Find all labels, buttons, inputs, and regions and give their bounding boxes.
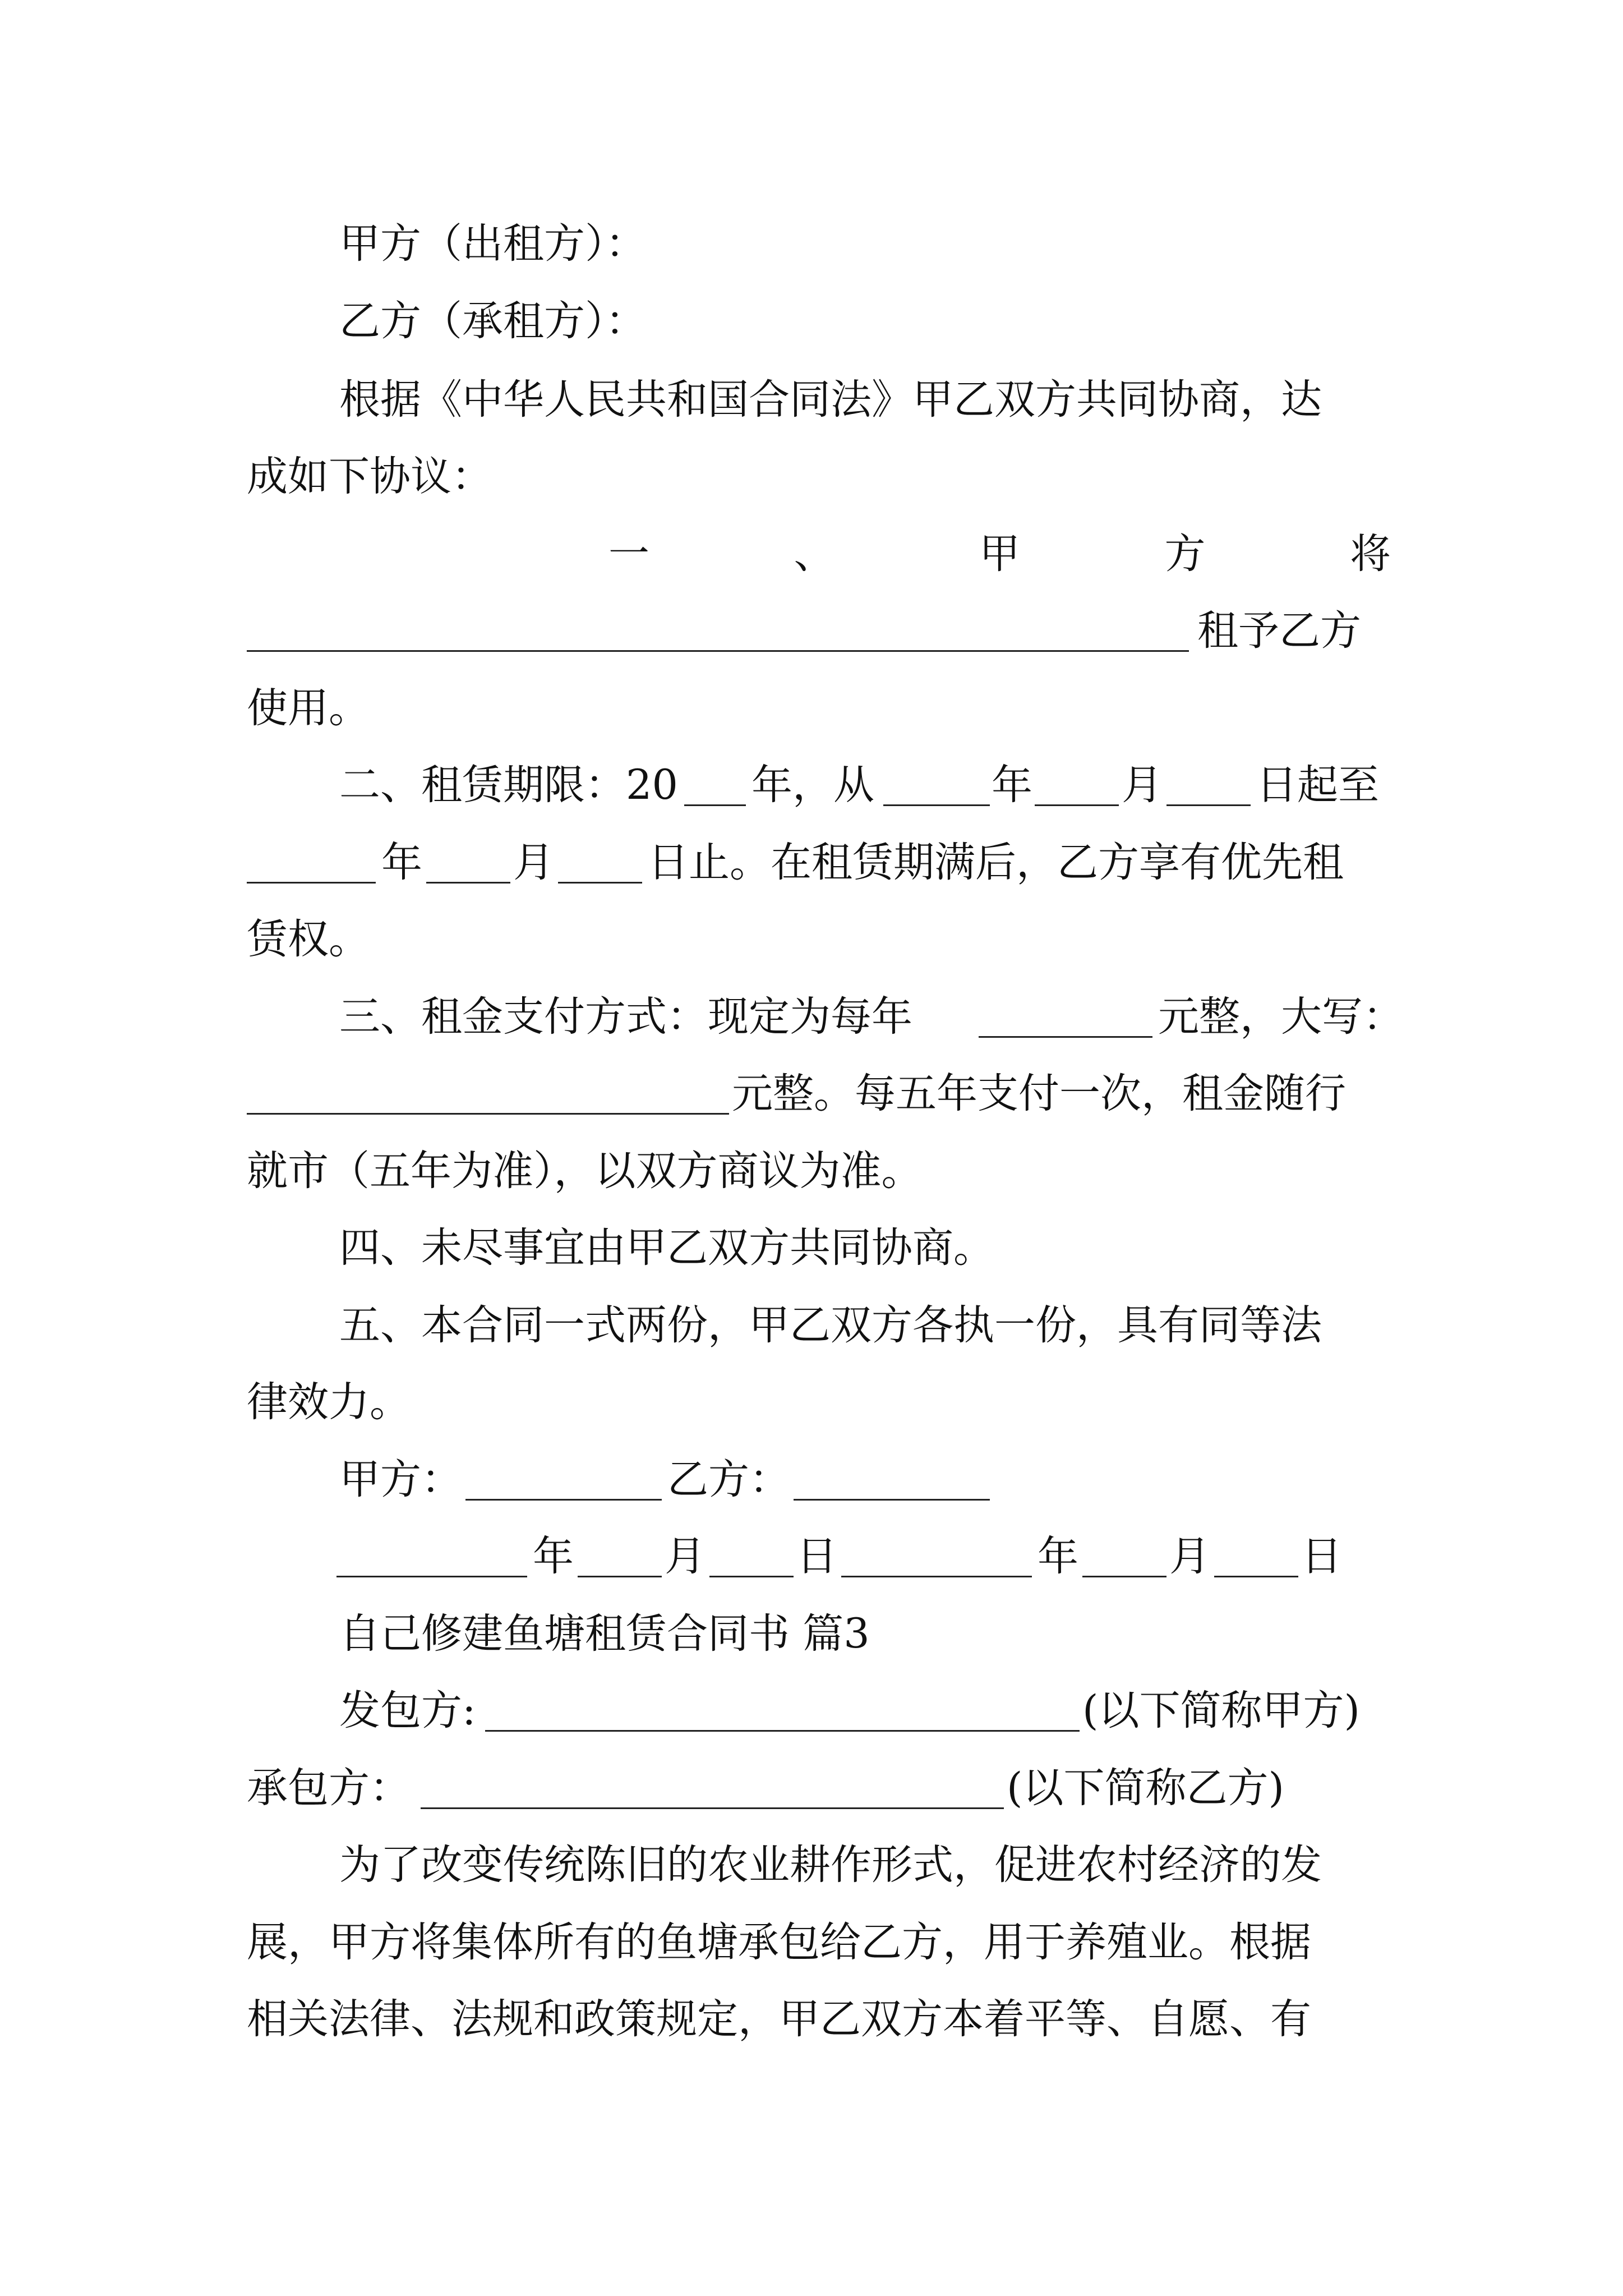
clause-1-char-5: 将 [1350, 530, 1391, 578]
rent-unit-label: 元整，大写： [1158, 993, 1404, 1041]
lessor-label: 甲方（出租方）： [339, 220, 647, 268]
clause-3-line-3 [0, 1132, 1623, 1211]
clause-2-line-3 [0, 900, 1623, 979]
start-month-blank[interactable] [1035, 804, 1119, 806]
section-heading-line [0, 1595, 1623, 1673]
party-a-month-label: 月 [665, 1533, 706, 1580]
section-heading: 自己修建鱼塘租赁合同书 篇3 [339, 1610, 870, 1658]
start-day-blank[interactable] [1166, 804, 1251, 806]
party-a-year-blank[interactable] [336, 1576, 527, 1577]
body-line-2 [0, 1903, 1623, 1982]
end-month-blank[interactable] [426, 882, 510, 884]
annual-rent-blank[interactable] [979, 1036, 1152, 1038]
contractor-blank[interactable] [485, 1730, 1080, 1732]
clause-1-char-2: 、 [794, 530, 835, 578]
body-text-1: 为了改变传统陈旧的农业耕作形式，促进农村经济的发 [339, 1841, 1322, 1889]
start-month-label: 月 [1122, 761, 1163, 809]
start-year-label: 年 [992, 761, 1032, 809]
party-a-month-blank[interactable] [578, 1576, 662, 1577]
clause-5-text-1: 五、本合同一式两份，甲乙双方各执一份，具有同等法 [339, 1301, 1322, 1349]
party-a-day-blank[interactable] [709, 1576, 794, 1577]
body-text-3: 相关法律、法规和政策规定，甲乙双方本着平等、自愿、有 [247, 1995, 1311, 2043]
rent-payment-label: 三、租金支付方式：现定为每年 [339, 993, 912, 1041]
rent-in-words-blank[interactable] [247, 1113, 729, 1115]
clause-1-text-2: 租予乙方 [1197, 607, 1361, 655]
start-day-label: 日起至 [1256, 761, 1379, 809]
lease-term-label: 二、租赁期限：20 [339, 761, 678, 809]
clause-1-line-1 [0, 515, 1623, 593]
end-year-label: 年 [381, 839, 422, 886]
clause-5-line-1 [0, 1286, 1623, 1365]
party-b-year-blank[interactable] [841, 1576, 1032, 1577]
contractee-note: (以下简称乙方) [1007, 1764, 1284, 1812]
party-a-signature-blank[interactable] [465, 1499, 662, 1501]
preamble-line-2 [0, 438, 1623, 516]
clause-2-line-1 [0, 746, 1623, 825]
party-b-signature-blank[interactable] [794, 1499, 990, 1501]
lessor-line [0, 205, 1623, 283]
preamble-line-1 [0, 361, 1623, 439]
end-month-label: 月 [513, 839, 554, 886]
party-a-signature-label: 甲方： [339, 1456, 462, 1503]
clause-3-text-3: 就市（五年为准），以双方商议为准。 [247, 1147, 923, 1195]
party-b-day-blank[interactable] [1214, 1576, 1298, 1577]
clause-4-line [0, 1209, 1623, 1287]
party-a-year-label: 年 [533, 1533, 574, 1580]
preamble-text-2: 成如下协议： [247, 453, 492, 500]
clause-2-text-3: 赁权。 [247, 915, 370, 963]
clause-5-text-2: 律效力。 [247, 1378, 411, 1426]
party-b-month-label: 月 [1169, 1533, 1210, 1580]
party-b-month-blank[interactable] [1082, 1576, 1166, 1577]
body-text-2: 展，甲方将集体所有的鱼塘承包给乙方，用于养殖业。根据 [247, 1918, 1311, 1966]
clause-3-line-2 [0, 1055, 1623, 1133]
contractee-label: 承包方： [247, 1764, 411, 1812]
contractee-blank[interactable] [421, 1807, 1004, 1809]
term-years-blank[interactable] [684, 804, 746, 806]
end-day-blank[interactable] [558, 882, 642, 884]
clause-5-line-2 [0, 1363, 1623, 1442]
signature-line [0, 1441, 1623, 1519]
preamble-text-1: 根据《中华人民共和国合同法》甲乙双方共同协商，达 [339, 376, 1322, 424]
clause-4-text: 四、未尽事宜由甲乙双方共同协商。 [339, 1224, 994, 1272]
contractee-line [0, 1749, 1623, 1828]
party-a-day-label: 日 [796, 1533, 837, 1580]
clause-1-text-3: 使用。 [247, 684, 370, 732]
clause-2-text-2: 日止。在租赁期满后，乙方享有优先租 [648, 839, 1344, 886]
start-year-blank[interactable] [883, 804, 990, 806]
clause-1-char-3: 甲 [979, 530, 1020, 578]
clause-1-char-4: 方 [1164, 530, 1206, 578]
property-blank[interactable] [247, 650, 1189, 652]
clause-3-text-2: 元整。每五年支付一次，租金随行 [732, 1070, 1346, 1117]
clause-1-spread-text [608, 515, 1391, 593]
party-b-signature-label: 乙方： [667, 1456, 790, 1503]
lessee-line [0, 282, 1623, 361]
clause-1-line-2 [0, 592, 1623, 670]
contractor-label: 发包方: [339, 1687, 476, 1734]
clause-3-line-1 [0, 978, 1623, 1056]
signature-date-line [0, 1517, 1623, 1596]
contractor-note: (以下简称甲方) [1082, 1687, 1360, 1734]
contractor-line [0, 1672, 1623, 1750]
lessee-label: 乙方（承租方）： [339, 297, 647, 345]
clause-1-line-3 [0, 669, 1623, 748]
end-year-blank[interactable] [247, 882, 376, 884]
from-label: 年，从 [751, 761, 874, 809]
clause-1-char-1: 一 [608, 530, 649, 578]
party-b-year-label: 年 [1038, 1533, 1078, 1580]
body-line-1 [0, 1826, 1623, 1904]
party-b-day-label: 日 [1301, 1533, 1342, 1580]
clause-2-line-2 [0, 823, 1623, 902]
body-line-3 [0, 1980, 1623, 2059]
